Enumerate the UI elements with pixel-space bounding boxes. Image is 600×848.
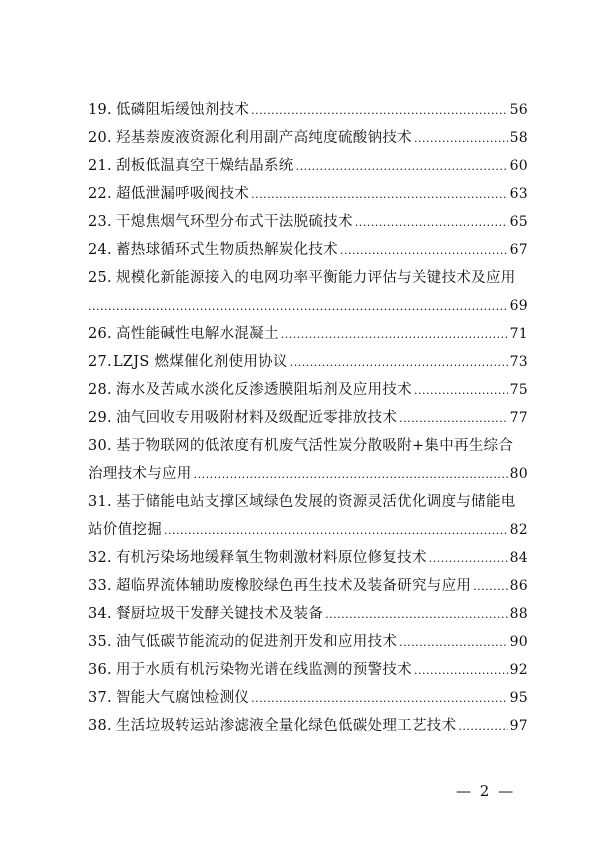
entry-page: 82 xyxy=(509,522,528,538)
leader-dots xyxy=(399,629,507,657)
entry-title: 低磷阻垢缓蚀剂技术 xyxy=(115,102,250,118)
leader-dots xyxy=(194,461,508,489)
entry-title: 基于物联网的低浓度有机废气活性炭分散吸附+集中再生综合 xyxy=(115,438,514,454)
entry-number: 26. xyxy=(88,326,112,342)
entry-page: 97 xyxy=(509,718,528,734)
entry-page: 86 xyxy=(509,578,528,594)
entry-page: 65 xyxy=(509,214,528,230)
entry-page: 88 xyxy=(509,606,528,622)
entry-continuation xyxy=(88,516,528,544)
leader-dots xyxy=(414,125,508,153)
entry-title: 油气低碳节能流动的促进剂开发和应用技术 xyxy=(115,634,398,650)
leader-dots xyxy=(251,97,507,125)
toc-entry-33[interactable] xyxy=(88,572,528,600)
page-number: — 2 — xyxy=(456,782,516,800)
entry-title: 规模化新能源接入的电网功率平衡能力评估与关键技术及应用 xyxy=(115,270,516,286)
entry-number: 28. xyxy=(88,382,112,398)
leader-dots xyxy=(164,517,508,545)
entry-number: 29. xyxy=(88,410,112,426)
entry-number: 31. xyxy=(88,494,112,510)
entry-page: 58 xyxy=(509,130,528,146)
entry-page: 71 xyxy=(509,326,528,342)
entry-page: 73 xyxy=(509,354,528,370)
toc-entry-28[interactable] xyxy=(88,376,528,404)
leader-dots xyxy=(340,237,508,265)
entry-title: 刮板低温真空干燥结晶系统 xyxy=(115,158,294,174)
entry-title: 用于水质有机污染物光谱在线监测的预警技术 xyxy=(115,662,412,678)
entry-number: 24. xyxy=(88,242,112,258)
leader-dots xyxy=(251,181,507,209)
leader-dots xyxy=(399,405,507,433)
entry-number: 33. xyxy=(88,578,112,594)
entry-title: 基于储能电站支撑区域绿色发展的资源灵活优化调度与储能电 xyxy=(115,494,516,510)
leader-dots xyxy=(251,685,507,713)
entry-page: 69 xyxy=(509,298,528,314)
entry-title: 蓄热球循环式生物质热解炭化技术 xyxy=(115,242,338,258)
entry-title: 生活垃圾转运站渗滤液全量化绿色低碳处理工艺技术 xyxy=(115,718,457,734)
entry-number: 35. xyxy=(88,634,112,650)
leader-dots xyxy=(414,377,508,405)
toc-entry-19[interactable] xyxy=(88,96,528,124)
toc-entry-29[interactable] xyxy=(88,404,528,432)
entry-page: 67 xyxy=(509,242,528,258)
entry-number: 25. xyxy=(88,270,112,286)
toc-entry-27[interactable] xyxy=(88,348,528,376)
toc-entry-20[interactable] xyxy=(88,124,528,152)
toc-entry-21[interactable] xyxy=(88,152,528,180)
leader-dots xyxy=(458,713,507,741)
toc-entry-37[interactable] xyxy=(88,684,528,712)
entry-title: 餐厨垃圾干发酵关键技术及装备 xyxy=(115,606,324,622)
leader-dots xyxy=(414,657,508,685)
leader-dots xyxy=(429,545,508,573)
leader-dots xyxy=(325,601,507,629)
entry-number: 32. xyxy=(88,550,112,566)
entry-number: 20. xyxy=(88,130,112,146)
entry-title: 超临界流体辅助废橡胶绿色再生技术及装备研究与应用 xyxy=(115,578,472,594)
entry-title: 海水及苦咸水淡化反渗透膜阻垢剂及应用技术 xyxy=(115,382,412,398)
entry-page: 75 xyxy=(509,382,528,398)
entry-page: 92 xyxy=(509,662,528,678)
toc-entry-35[interactable] xyxy=(88,628,528,656)
entry-number: 22. xyxy=(88,186,112,202)
leader-dots xyxy=(473,573,507,601)
entry-page: 77 xyxy=(509,410,528,426)
entry-page: 60 xyxy=(509,158,528,174)
entry-title: 有机污染场地缓释氧生物刺激材料原位修复技术 xyxy=(115,550,427,566)
leader-dots xyxy=(88,293,508,321)
entry-number: 30. xyxy=(88,438,112,454)
entry-title: 油气回收专用吸附材料及级配近零排放技术 xyxy=(115,410,398,426)
entry-continuation xyxy=(88,292,528,320)
leader-dots xyxy=(290,349,508,377)
toc-entry-38[interactable] xyxy=(88,712,528,740)
leader-dots xyxy=(355,209,508,237)
toc-entry-34[interactable] xyxy=(88,600,528,628)
table-of-contents xyxy=(88,96,528,740)
entry-page: 80 xyxy=(509,466,528,482)
entry-page: 84 xyxy=(509,550,528,566)
entry-title: 羟基萘废液资源化利用副产高纯度硫酸钠技术 xyxy=(115,130,412,146)
entry-title: 干熄焦烟气环型分布式干法脱硫技术 xyxy=(115,214,353,230)
toc-entry-30[interactable] xyxy=(88,432,528,488)
entry-number: 38. xyxy=(88,718,112,734)
entry-number: 36. xyxy=(88,662,112,678)
entry-number: 37. xyxy=(88,690,112,706)
entry-title: LZJS 燃煤催化剂使用协议 xyxy=(112,354,288,370)
entry-page: 56 xyxy=(509,102,528,118)
entry-title: 高性能碱性电解水混凝土 xyxy=(115,326,279,342)
toc-entry-25[interactable] xyxy=(88,264,528,320)
leader-dots xyxy=(296,153,508,181)
entry-title-cont: 站价值挖掘 xyxy=(88,522,162,538)
leader-dots xyxy=(281,321,508,349)
entry-number: 19. xyxy=(88,102,112,118)
toc-entry-22[interactable] xyxy=(88,180,528,208)
entry-number: 23. xyxy=(88,214,112,230)
entry-page: 63 xyxy=(509,186,528,202)
toc-entry-24[interactable] xyxy=(88,236,528,264)
toc-entry-32[interactable] xyxy=(88,544,528,572)
toc-entry-26[interactable] xyxy=(88,320,528,348)
toc-entry-31[interactable] xyxy=(88,488,528,544)
entry-number: 27. xyxy=(88,354,112,370)
entry-page: 90 xyxy=(509,634,528,650)
entry-title: 智能大气腐蚀检测仪 xyxy=(115,690,250,706)
entry-title-cont: 治理技术与应用 xyxy=(88,466,192,482)
entry-page: 95 xyxy=(509,690,528,706)
entry-title: 超低泄漏呼吸阀技术 xyxy=(115,186,250,202)
toc-entry-23[interactable] xyxy=(88,208,528,236)
entry-number: 21. xyxy=(88,158,112,174)
entry-number: 34. xyxy=(88,606,112,622)
toc-entry-36[interactable] xyxy=(88,656,528,684)
entry-continuation xyxy=(88,460,528,488)
